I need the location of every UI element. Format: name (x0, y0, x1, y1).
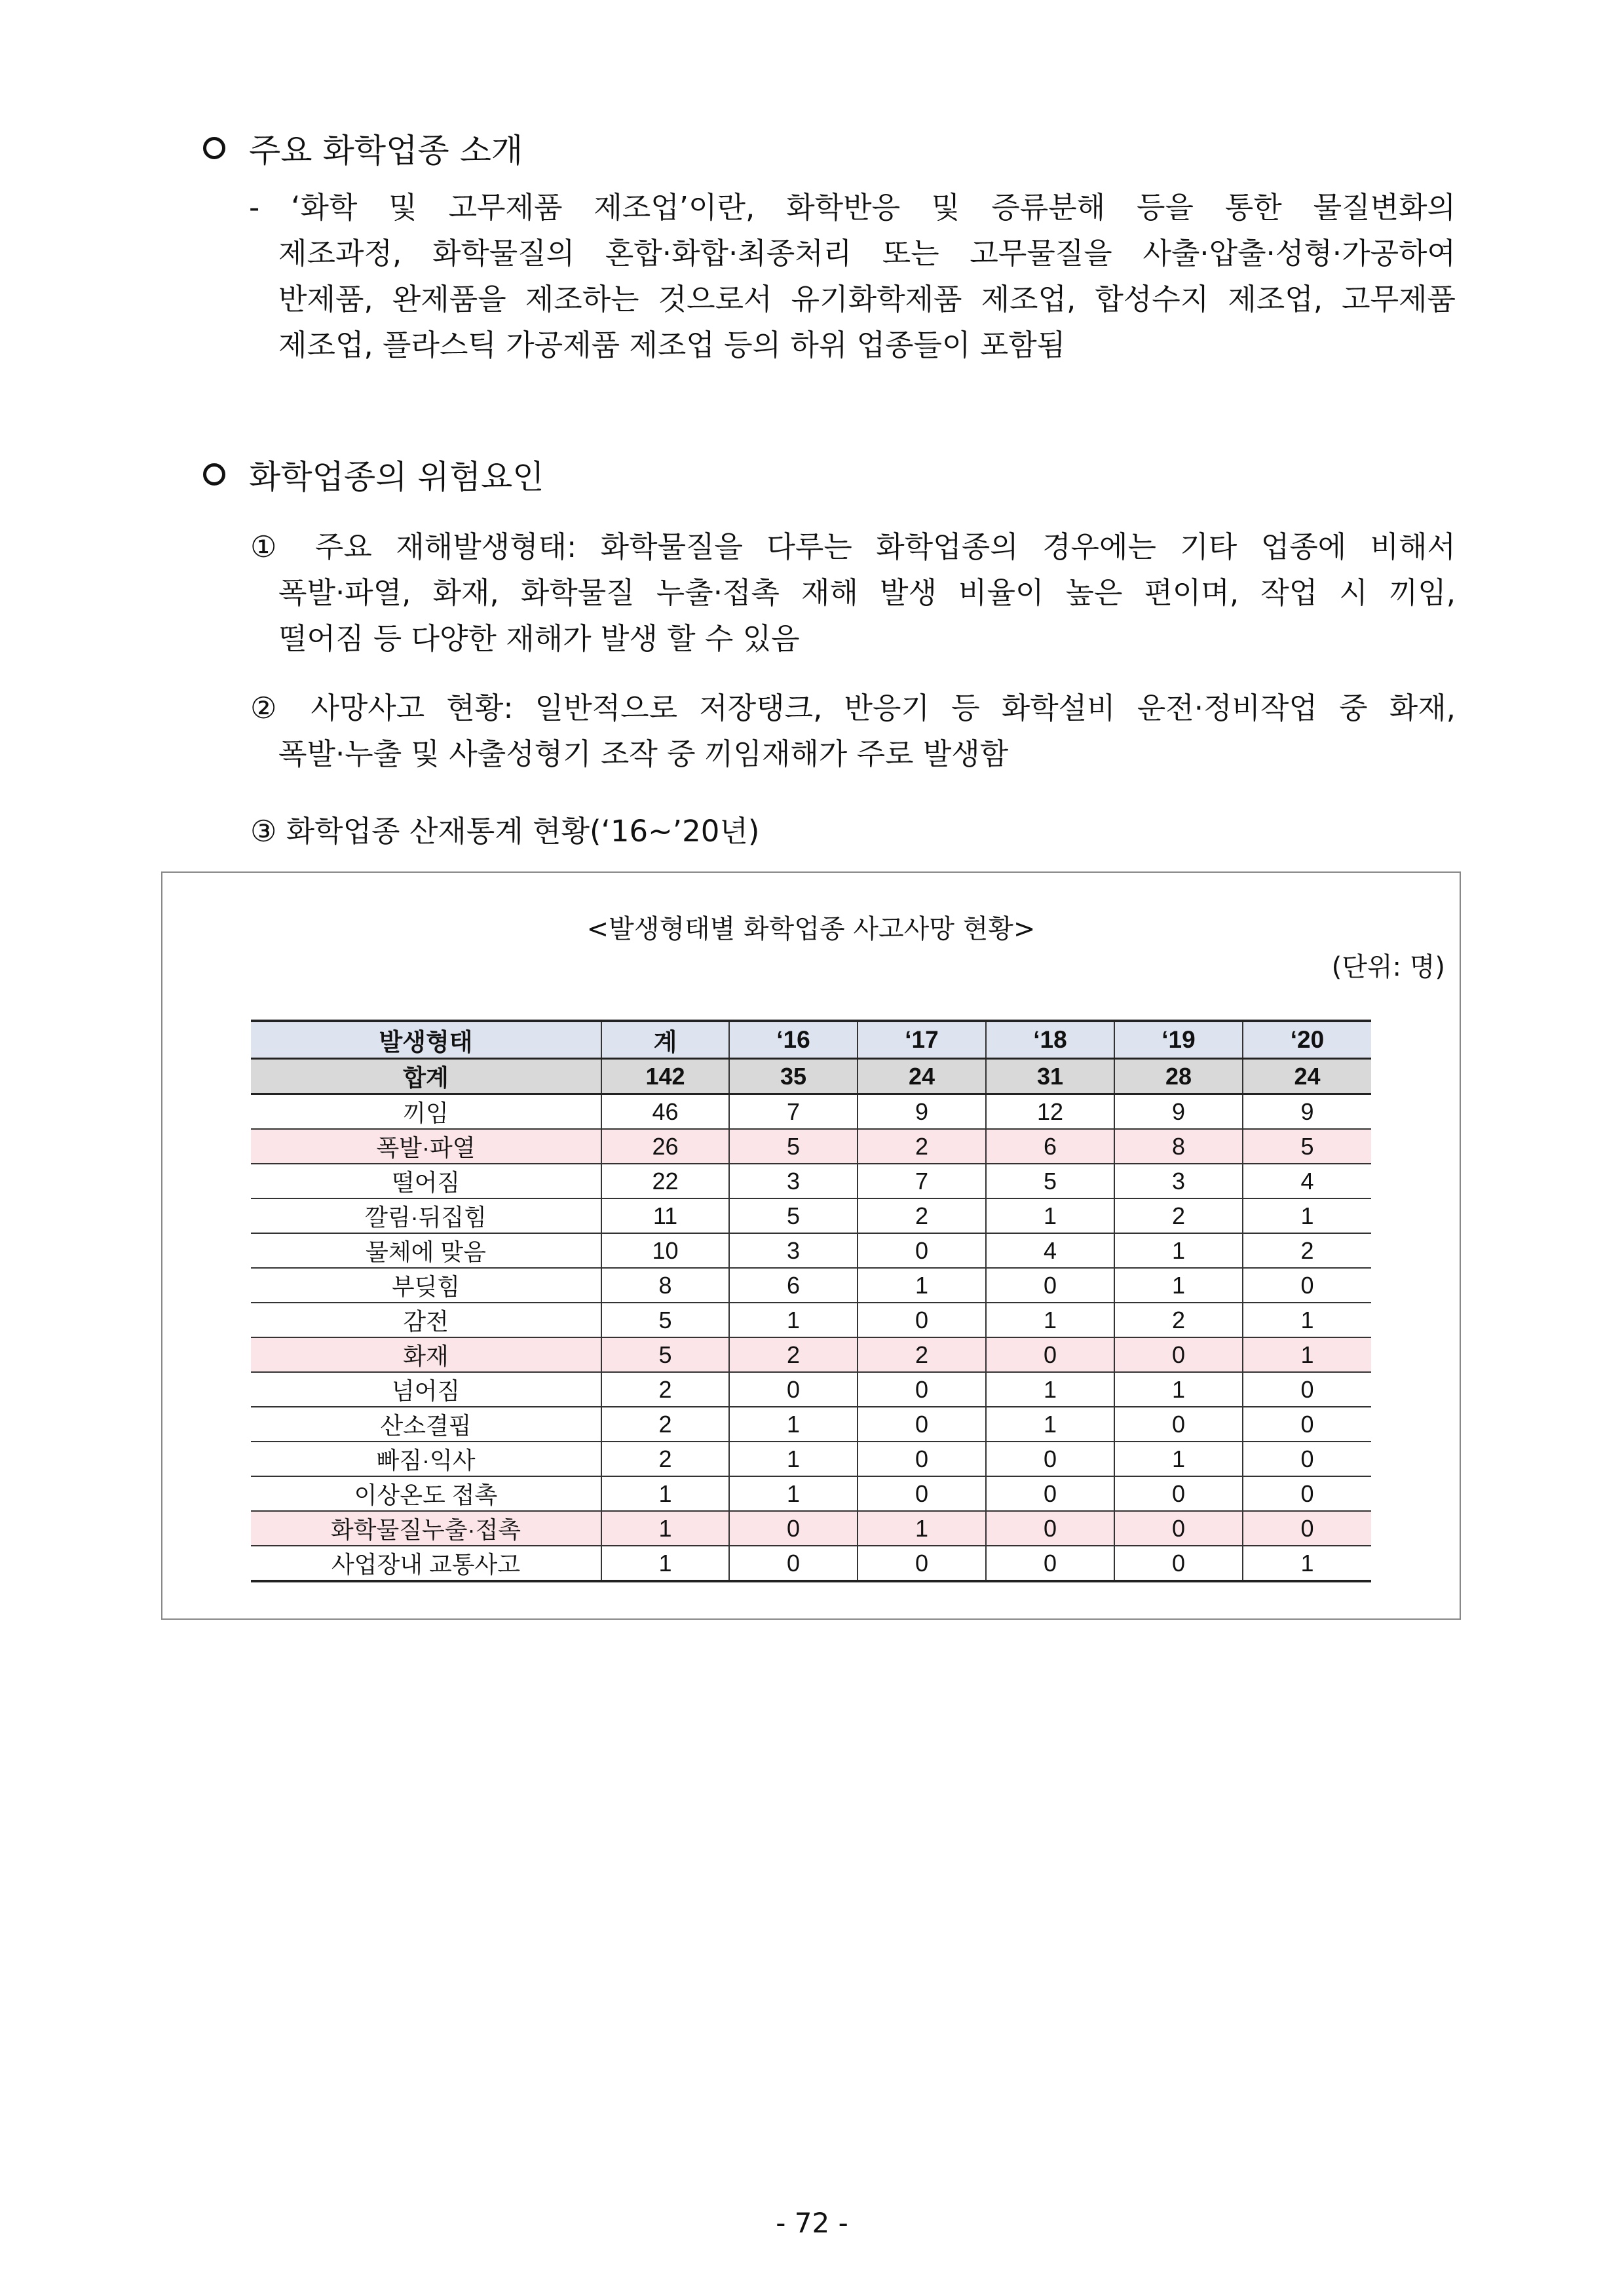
table-cell-value: 2 (1243, 1233, 1371, 1268)
intro-line-4: 제조업, 플라스틱 가공제품 제조업 등의 하위 업종들이 포함됨 (278, 328, 1066, 362)
table-row (251, 1337, 1371, 1372)
table-cell-value: 0 (986, 1546, 1114, 1581)
table-cell-value: 2 (601, 1442, 729, 1476)
table-cell-value: 7 (729, 1094, 858, 1130)
table-cell-value: 5 (729, 1129, 858, 1164)
circle-bullet-icon (203, 463, 225, 486)
table-cell-value: 4 (986, 1233, 1114, 1268)
table-cell-value: 1 (729, 1476, 858, 1511)
table-cell-value: 0 (1114, 1476, 1243, 1511)
table-cell-value: 35 (729, 1059, 858, 1094)
table-cell-value: 2 (729, 1337, 858, 1372)
table-cell-value: 0 (986, 1476, 1114, 1511)
table-cell-value: 12 (986, 1094, 1114, 1130)
risk-item-1-line-1: ① 주요 재해발생형태: 화학물질을 다루는 화학업종의 경우에는 기타 업종에 비해서 (250, 529, 1456, 564)
table-cell-value: 0 (1243, 1407, 1371, 1442)
table-row (251, 1129, 1371, 1164)
risk-item-1-line-2: 폭발·파열, 화재, 화학물질 누출·접촉 재해 발생 비율이 높은 편이며, 작업 시 끼임, (278, 575, 1456, 610)
table-cell-type: 떨어짐 (251, 1164, 601, 1198)
table-row (251, 1233, 1371, 1268)
table-cell-value: 9 (1243, 1094, 1371, 1130)
table-row (251, 1511, 1371, 1546)
table-cell-value: 1 (729, 1442, 858, 1476)
table-cell-value: 3 (729, 1164, 858, 1198)
table-cell-value: 1 (858, 1511, 986, 1546)
table-cell-value: 0 (986, 1511, 1114, 1546)
column-header: ‘16 (729, 1021, 858, 1059)
table-cell-value: 2 (858, 1198, 986, 1233)
table-cell-value: 10 (601, 1233, 729, 1268)
table-cell-value: 0 (729, 1511, 858, 1546)
table-cell-value: 2 (601, 1407, 729, 1442)
section-heading-text: 주요 화학업종 소개 (249, 132, 523, 170)
table-cell-value: 1 (986, 1198, 1114, 1233)
table-cell-value: 2 (858, 1129, 986, 1164)
table-cell-value: 11 (601, 1198, 729, 1233)
column-header: ‘19 (1114, 1021, 1243, 1059)
table-cell-value: 1 (1114, 1268, 1243, 1303)
table-cell-value: 28 (1114, 1059, 1243, 1094)
section-heading-text: 화학업종의 위험요인 (249, 458, 544, 496)
table-cell-value: 2 (1114, 1198, 1243, 1233)
table-cell-value: 0 (858, 1476, 986, 1511)
table-row (251, 1407, 1371, 1442)
table-cell-value: 6 (729, 1268, 858, 1303)
table-cell-value: 1 (601, 1476, 729, 1511)
table-cell-type: 부딪힘 (251, 1268, 601, 1303)
table-cell-value: 2 (858, 1337, 986, 1372)
table-cell-value: 1 (1243, 1303, 1371, 1337)
table-cell-type: 넘어짐 (251, 1372, 601, 1407)
risk-item-1-line-3: 떨어짐 등 다양한 재해가 발생 할 수 있음 (278, 621, 800, 656)
table-cell-value: 1 (601, 1511, 729, 1546)
table-row (251, 1303, 1371, 1337)
table-cell-value: 0 (1243, 1511, 1371, 1546)
table-header-row (251, 1021, 1371, 1059)
fatality-statistics-table (251, 1020, 1371, 1582)
table-row (251, 1198, 1371, 1233)
table-cell-value: 1 (986, 1303, 1114, 1337)
table-cell-value: 0 (729, 1546, 858, 1581)
table-cell-value: 5 (601, 1303, 729, 1337)
section-heading-risk (203, 451, 544, 498)
table-cell-type: 감전 (251, 1303, 601, 1337)
table-cell-value: 1 (729, 1407, 858, 1442)
table-cell-value: 5 (986, 1164, 1114, 1198)
table-cell-value: 0 (1243, 1372, 1371, 1407)
table-row (251, 1268, 1371, 1303)
table-cell-type: 산소결핍 (251, 1407, 601, 1442)
table-cell-value: 7 (858, 1164, 986, 1198)
table-unit: (단위: 명) (1331, 952, 1445, 982)
risk-item-3: ③ 화학업종 산재통계 현황(‘16~’20년) (250, 814, 760, 849)
table-row (251, 1094, 1371, 1130)
table-cell-value: 0 (1114, 1511, 1243, 1546)
table-cell-value: 1 (1243, 1198, 1371, 1233)
risk-item-2-line-1: ② 사망사고 현황: 일반적으로 저장탱크, 반응기 등 화학설비 운전·정비작업 중 화재, (250, 691, 1456, 725)
column-header: ‘18 (986, 1021, 1114, 1059)
table-cell-value: 2 (601, 1372, 729, 1407)
table-row (251, 1546, 1371, 1581)
table-cell-value: 2 (1114, 1303, 1243, 1337)
table-cell-value: 1 (986, 1372, 1114, 1407)
intro-line-3: 반제품, 완제품을 제조하는 것으로서 유기화학제품 제조업, 합성수지 제조업, 고무제품 (278, 282, 1456, 316)
table-cell-value: 0 (858, 1442, 986, 1476)
intro-line-1: - ‘화학 및 고무제품 제조업’이란, 화학반응 및 증류분해 등을 통한 물질변화의 (249, 190, 1456, 225)
table-cell-value: 9 (858, 1094, 986, 1130)
table-cell-value: 0 (858, 1407, 986, 1442)
table-cell-value: 1 (1114, 1442, 1243, 1476)
table-cell-value: 0 (986, 1337, 1114, 1372)
table-cell-type: 이상온도 접촉 (251, 1476, 601, 1511)
table-row (251, 1372, 1371, 1407)
table-cell-value: 3 (729, 1233, 858, 1268)
table-row (251, 1164, 1371, 1198)
table-cell-type: 합계 (251, 1059, 601, 1094)
column-header: 계 (601, 1021, 729, 1059)
table-cell-value: 0 (729, 1372, 858, 1407)
table-cell-value: 0 (986, 1268, 1114, 1303)
table-cell-value: 1 (1243, 1337, 1371, 1372)
page-number: - 72 - (776, 2207, 848, 2239)
table-cell-value: 31 (986, 1059, 1114, 1094)
table-cell-type: 끼임 (251, 1094, 601, 1130)
intro-line-2: 제조과정, 화학물질의 혼합·화합·최종처리 또는 고무물질을 사출·압출·성형·가공하여 (278, 236, 1456, 271)
table-cell-value: 0 (1243, 1442, 1371, 1476)
table-cell-value: 9 (1114, 1094, 1243, 1130)
table-cell-value: 142 (601, 1059, 729, 1094)
table-cell-type: 화재 (251, 1337, 601, 1372)
table-cell-value: 24 (1243, 1059, 1371, 1094)
table-cell-value: 1 (1114, 1233, 1243, 1268)
table-cell-value: 0 (1243, 1268, 1371, 1303)
table-cell-value: 0 (858, 1546, 986, 1581)
table-cell-value: 22 (601, 1164, 729, 1198)
table-cell-value: 1 (729, 1303, 858, 1337)
table-cell-value: 26 (601, 1129, 729, 1164)
circle-bullet-icon (203, 137, 225, 159)
table-row (251, 1442, 1371, 1476)
table-cell-value: 1 (1114, 1372, 1243, 1407)
statistics-box (161, 871, 1461, 1620)
table-cell-value: 0 (858, 1303, 986, 1337)
table-cell-value: 5 (729, 1198, 858, 1233)
table-cell-value: 0 (858, 1233, 986, 1268)
table-cell-value: 6 (986, 1129, 1114, 1164)
table-cell-value: 8 (1114, 1129, 1243, 1164)
table-cell-value: 4 (1243, 1164, 1371, 1198)
table-cell-value: 0 (1114, 1337, 1243, 1372)
table-cell-value: 5 (1243, 1129, 1371, 1164)
table-cell-value: 1 (601, 1546, 729, 1581)
table-cell-value: 0 (858, 1372, 986, 1407)
table-cell-value: 0 (1114, 1407, 1243, 1442)
table-cell-type: 물체에 맞음 (251, 1233, 601, 1268)
table-cell-value: 8 (601, 1268, 729, 1303)
table-cell-type: 사업장내 교통사고 (251, 1546, 601, 1581)
table-cell-value: 46 (601, 1094, 729, 1130)
table-cell-value: 5 (601, 1337, 729, 1372)
table-cell-type: 빠짐·익사 (251, 1442, 601, 1476)
table-row (251, 1476, 1371, 1511)
table-cell-value: 0 (1243, 1476, 1371, 1511)
column-header: ‘17 (858, 1021, 986, 1059)
table-cell-value: 1 (1243, 1546, 1371, 1581)
table-cell-value: 3 (1114, 1164, 1243, 1198)
table-cell-value: 24 (858, 1059, 986, 1094)
table-cell-type: 깔림·뒤집힘 (251, 1198, 601, 1233)
table-cell-value: 0 (986, 1442, 1114, 1476)
column-header: 발생형태 (251, 1021, 601, 1059)
table-cell-value: 0 (1114, 1546, 1243, 1581)
table-total-row (251, 1059, 1371, 1094)
table-cell-value: 1 (986, 1407, 1114, 1442)
risk-item-2-line-2: 폭발·누출 및 사출성형기 조작 중 끼임재해가 주로 발생함 (278, 737, 1009, 771)
section-heading-intro (203, 124, 523, 172)
column-header: ‘20 (1243, 1021, 1371, 1059)
table-cell-value: 1 (858, 1268, 986, 1303)
table-cell-type: 화학물질누출·접촉 (251, 1511, 601, 1546)
table-cell-type: 폭발·파열 (251, 1129, 601, 1164)
table-body (251, 1059, 1371, 1582)
table-title: <발생형태별 화학업종 사고사망 현황> (586, 914, 1036, 944)
